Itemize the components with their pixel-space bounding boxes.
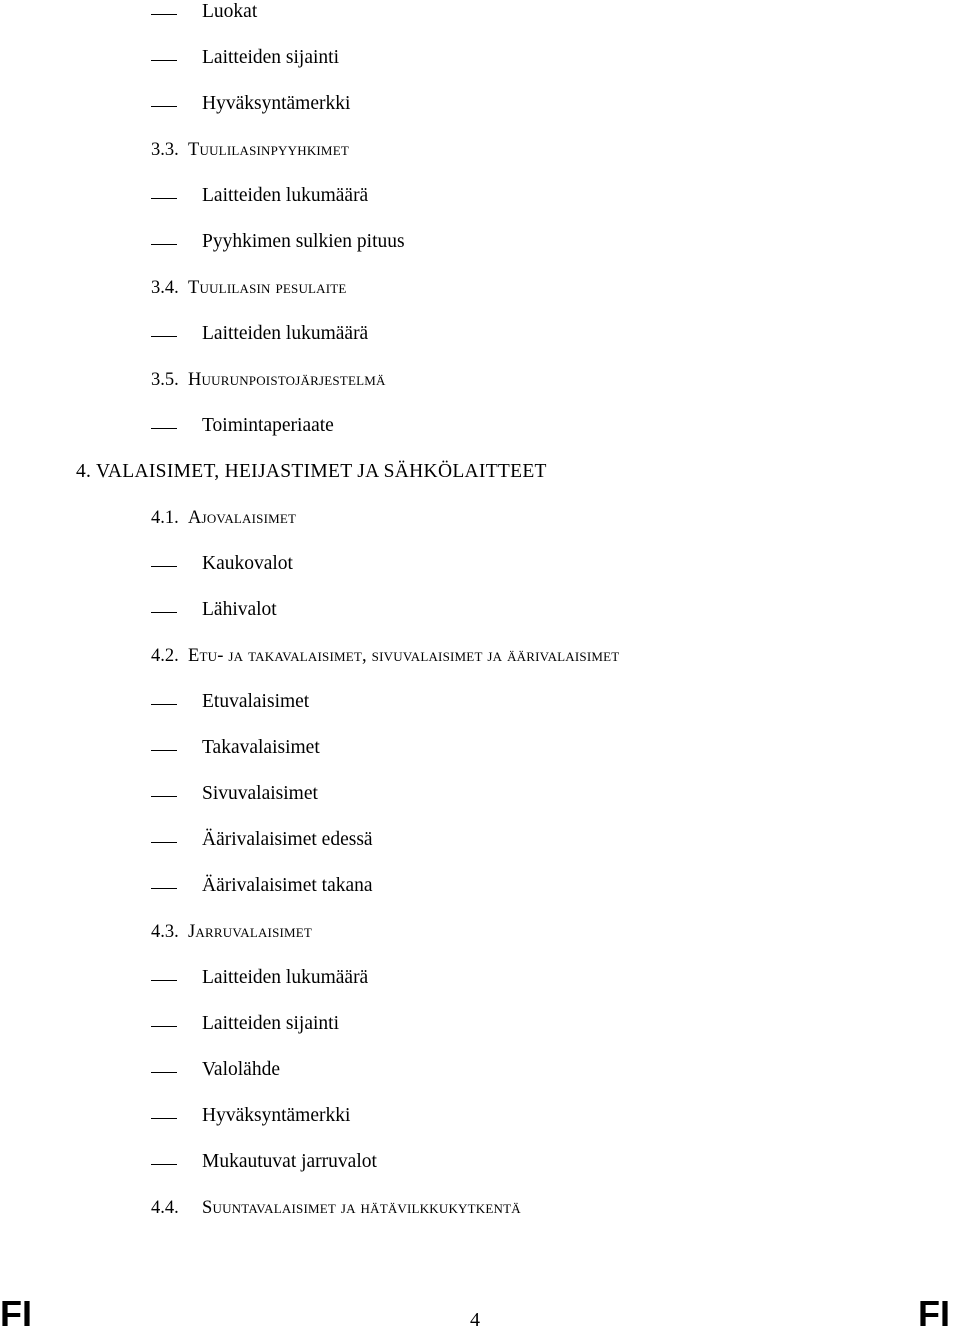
subsection-title: Tuulilasinpyyhkimet [188,140,349,160]
dash-bullet-icon [151,842,177,843]
dash-bullet-icon [151,1164,177,1165]
subsection-heading [0,1196,960,1226]
list-item [0,230,960,260]
list-item [0,46,960,76]
dash-bullet-icon [151,60,177,61]
dash-bullet-icon [151,428,177,429]
subsection-title: Jarruvalaisimet [188,922,313,942]
subsection-heading [0,276,960,306]
list-item [0,1104,960,1134]
list-item-text: Etuvalaisimet [202,691,310,712]
list-item-text: Hyväksyntämerkki [202,1105,351,1126]
list-item [0,828,960,858]
list-item [0,0,960,30]
dash-bullet-icon [151,106,177,107]
dash-bullet-icon [151,1072,177,1073]
list-item [0,1150,960,1180]
list-item [0,92,960,122]
footer-language-right: FI [918,1293,950,1334]
subsection-number: 3.5. [151,370,179,390]
subsection-heading [0,368,960,398]
subsection-title: Tuulilasin pesulaite [188,278,347,298]
list-item-text: Äärivalaisimet edessä [202,829,373,850]
dash-bullet-icon [151,198,177,199]
subsection-title: Ajovalaisimet [188,508,297,528]
list-item-text: Laitteiden lukumäärä [202,323,369,344]
list-item [0,874,960,904]
section-heading-text: 4. VALAISIMET, HEIJASTIMET JA SÄHKÖLAITTEET [76,461,547,482]
list-item-text: Toimintaperiaate [202,415,334,436]
subsection-heading [0,920,960,950]
subsection-title: Suuntavalaisimet ja hätävilkkukytkentä [202,1198,521,1218]
list-item-text: Valolähde [202,1059,280,1080]
list-item-text: Äärivalaisimet takana [202,875,373,896]
dash-bullet-icon [151,612,177,613]
list-item [0,184,960,214]
list-item [0,690,960,720]
subsection-heading [0,138,960,168]
dash-bullet-icon [151,1118,177,1119]
list-item-text: Laitteiden lukumäärä [202,185,369,206]
dash-bullet-icon [151,888,177,889]
subsection-number: 4.4. [151,1198,179,1218]
dash-bullet-icon [151,336,177,337]
list-item-text: Kaukovalot [202,553,293,574]
subsection-title: Huurunpoistojärjestelmä [188,370,386,390]
list-item [0,966,960,996]
dash-bullet-icon [151,566,177,567]
dash-bullet-icon [151,244,177,245]
subsection-heading [0,506,960,536]
list-item-text: Laitteiden sijainti [202,1013,340,1034]
list-item-text: Mukautuvat jarruvalot [202,1151,377,1172]
list-item-text: Laitteiden lukumäärä [202,967,369,988]
dash-bullet-icon [151,14,177,15]
subsection-number: 4.2. [151,646,179,666]
subsection-number: 4.1. [151,508,179,528]
list-item-text: Luokat [202,1,258,22]
list-item-text: Pyyhkimen sulkien pituus [202,231,405,252]
list-item [0,1058,960,1088]
subsection-number: 3.3. [151,140,179,160]
dash-bullet-icon [151,704,177,705]
list-item [0,552,960,582]
section-heading [0,460,960,490]
list-item [0,1012,960,1042]
list-item-text: Lähivalot [202,599,277,620]
subsection-heading [0,644,960,674]
dash-bullet-icon [151,750,177,751]
list-item-text: Sivuvalaisimet [202,783,318,804]
list-item [0,414,960,444]
list-item [0,782,960,812]
list-item-text: Takavalaisimet [202,737,320,758]
subsection-number: 3.4. [151,278,179,298]
subsection-number: 4.3. [151,922,179,942]
list-item-text: Laitteiden sijainti [202,47,340,68]
dash-bullet-icon [151,980,177,981]
list-item [0,322,960,352]
dash-bullet-icon [151,1026,177,1027]
list-item [0,598,960,628]
subsection-title: Etu- ja takavalaisimet, sivuvalaisimet ja äärivalaisimet [188,646,620,666]
list-item-text: Hyväksyntämerkki [202,93,351,114]
list-item [0,736,960,766]
footer-language-left: FI [0,1293,32,1334]
page-number: 4 [470,1309,480,1331]
dash-bullet-icon [151,796,177,797]
